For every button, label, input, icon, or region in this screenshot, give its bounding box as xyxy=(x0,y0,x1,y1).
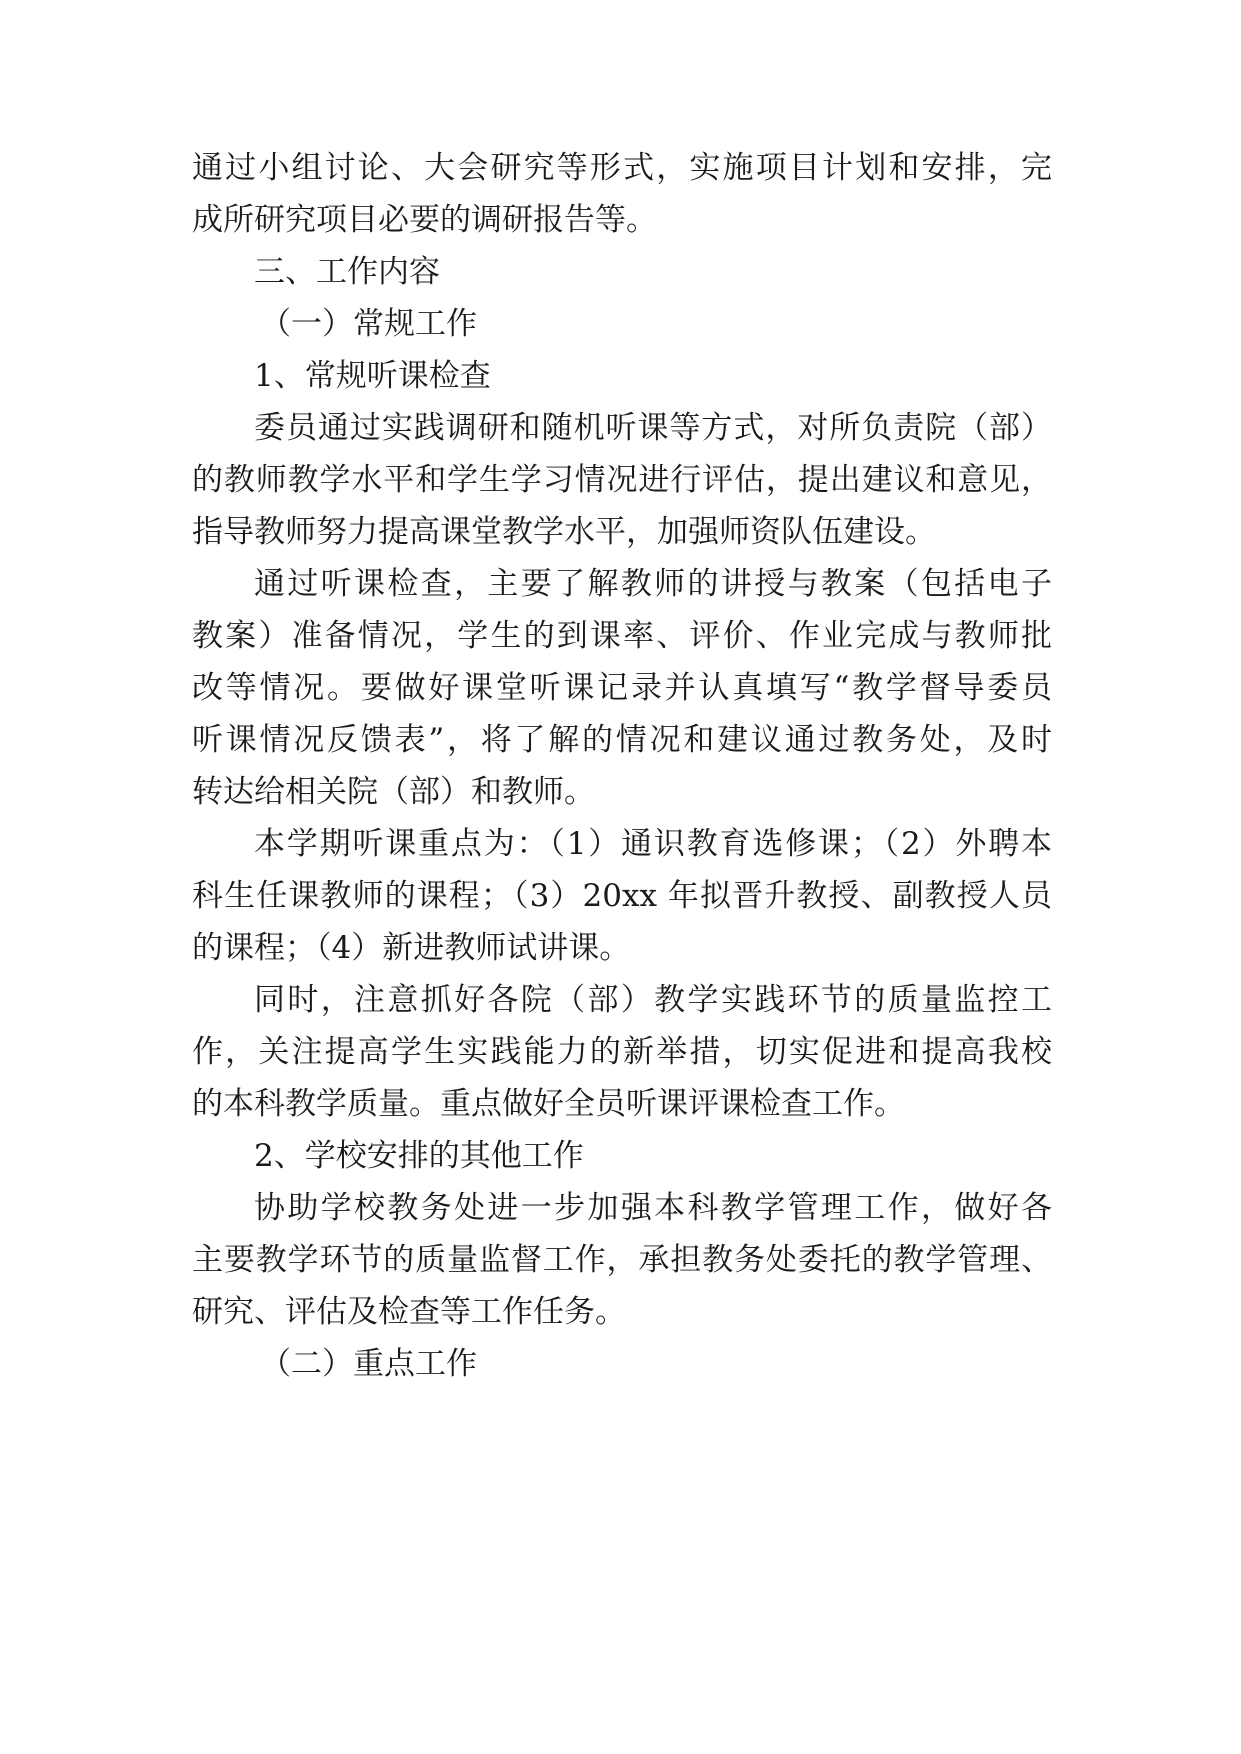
paragraph-line: 指导教师努力提高课堂教学水平，加强师资队伍建设。 xyxy=(192,514,936,550)
paragraph-line: 教案）准备情况，学生的到课率、评价、作业完成与教师批 xyxy=(192,618,1052,654)
paragraph-line: 主要教学环节的质量监督工作，承担教务处委托的教学管理、 xyxy=(192,1242,1052,1278)
paragraph-line: 研究、评估及检查等工作任务。 xyxy=(192,1294,626,1330)
paragraph-line: 同时，注意抓好各院（部）教学实践环节的质量监控工 xyxy=(254,982,1052,1018)
item-heading: 2、学校安排的其他工作 xyxy=(254,1138,584,1174)
subsection-heading: （二）重点工作 xyxy=(260,1346,477,1382)
paragraph-line: 科生任课教师的课程；（3）20xx 年拟晋升教授、副教授人员 xyxy=(192,878,1052,914)
paragraph-line: 委员通过实践调研和随机听课等方式，对所负责院（部） xyxy=(254,410,1052,446)
paragraph-line: 的课程；（4）新进教师试讲课。 xyxy=(192,930,631,966)
subsection-heading: （一）常规工作 xyxy=(260,306,477,342)
section-heading: 三、工作内容 xyxy=(254,254,440,290)
paragraph-line: 协助学校教务处进一步加强本科教学管理工作，做好各 xyxy=(254,1190,1052,1226)
paragraph-line: 成所研究项目必要的调研报告等。 xyxy=(192,202,657,238)
paragraph-line: 作，关注提高学生实践能力的新举措，切实促进和提高我校 xyxy=(192,1034,1052,1070)
paragraph-line: 转达给相关院（部）和教师。 xyxy=(192,774,595,810)
paragraph-line: 听课情况反馈表”，将了解的情况和建议通过教务处，及时 xyxy=(192,722,1052,758)
paragraph-line: 改等情况。要做好课堂听课记录并认真填写“教学督导委员 xyxy=(192,670,1052,706)
paragraph-line: 的教师教学水平和学生学习情况进行评估，提出建议和意见， xyxy=(192,462,1052,498)
paragraph-line: 的本科教学质量。重点做好全员听课评课检查工作。 xyxy=(192,1086,905,1122)
paragraph-line: 本学期听课重点为：（1）通识教育选修课；（2）外聘本 xyxy=(254,826,1052,862)
paragraph-line: 通过小组讨论、大会研究等形式，实施项目计划和安排，完 xyxy=(192,150,1052,186)
paragraph-line: 通过听课检查，主要了解教师的讲授与教案（包括电子 xyxy=(254,566,1052,602)
item-heading: 1、常规听课检查 xyxy=(254,358,491,394)
